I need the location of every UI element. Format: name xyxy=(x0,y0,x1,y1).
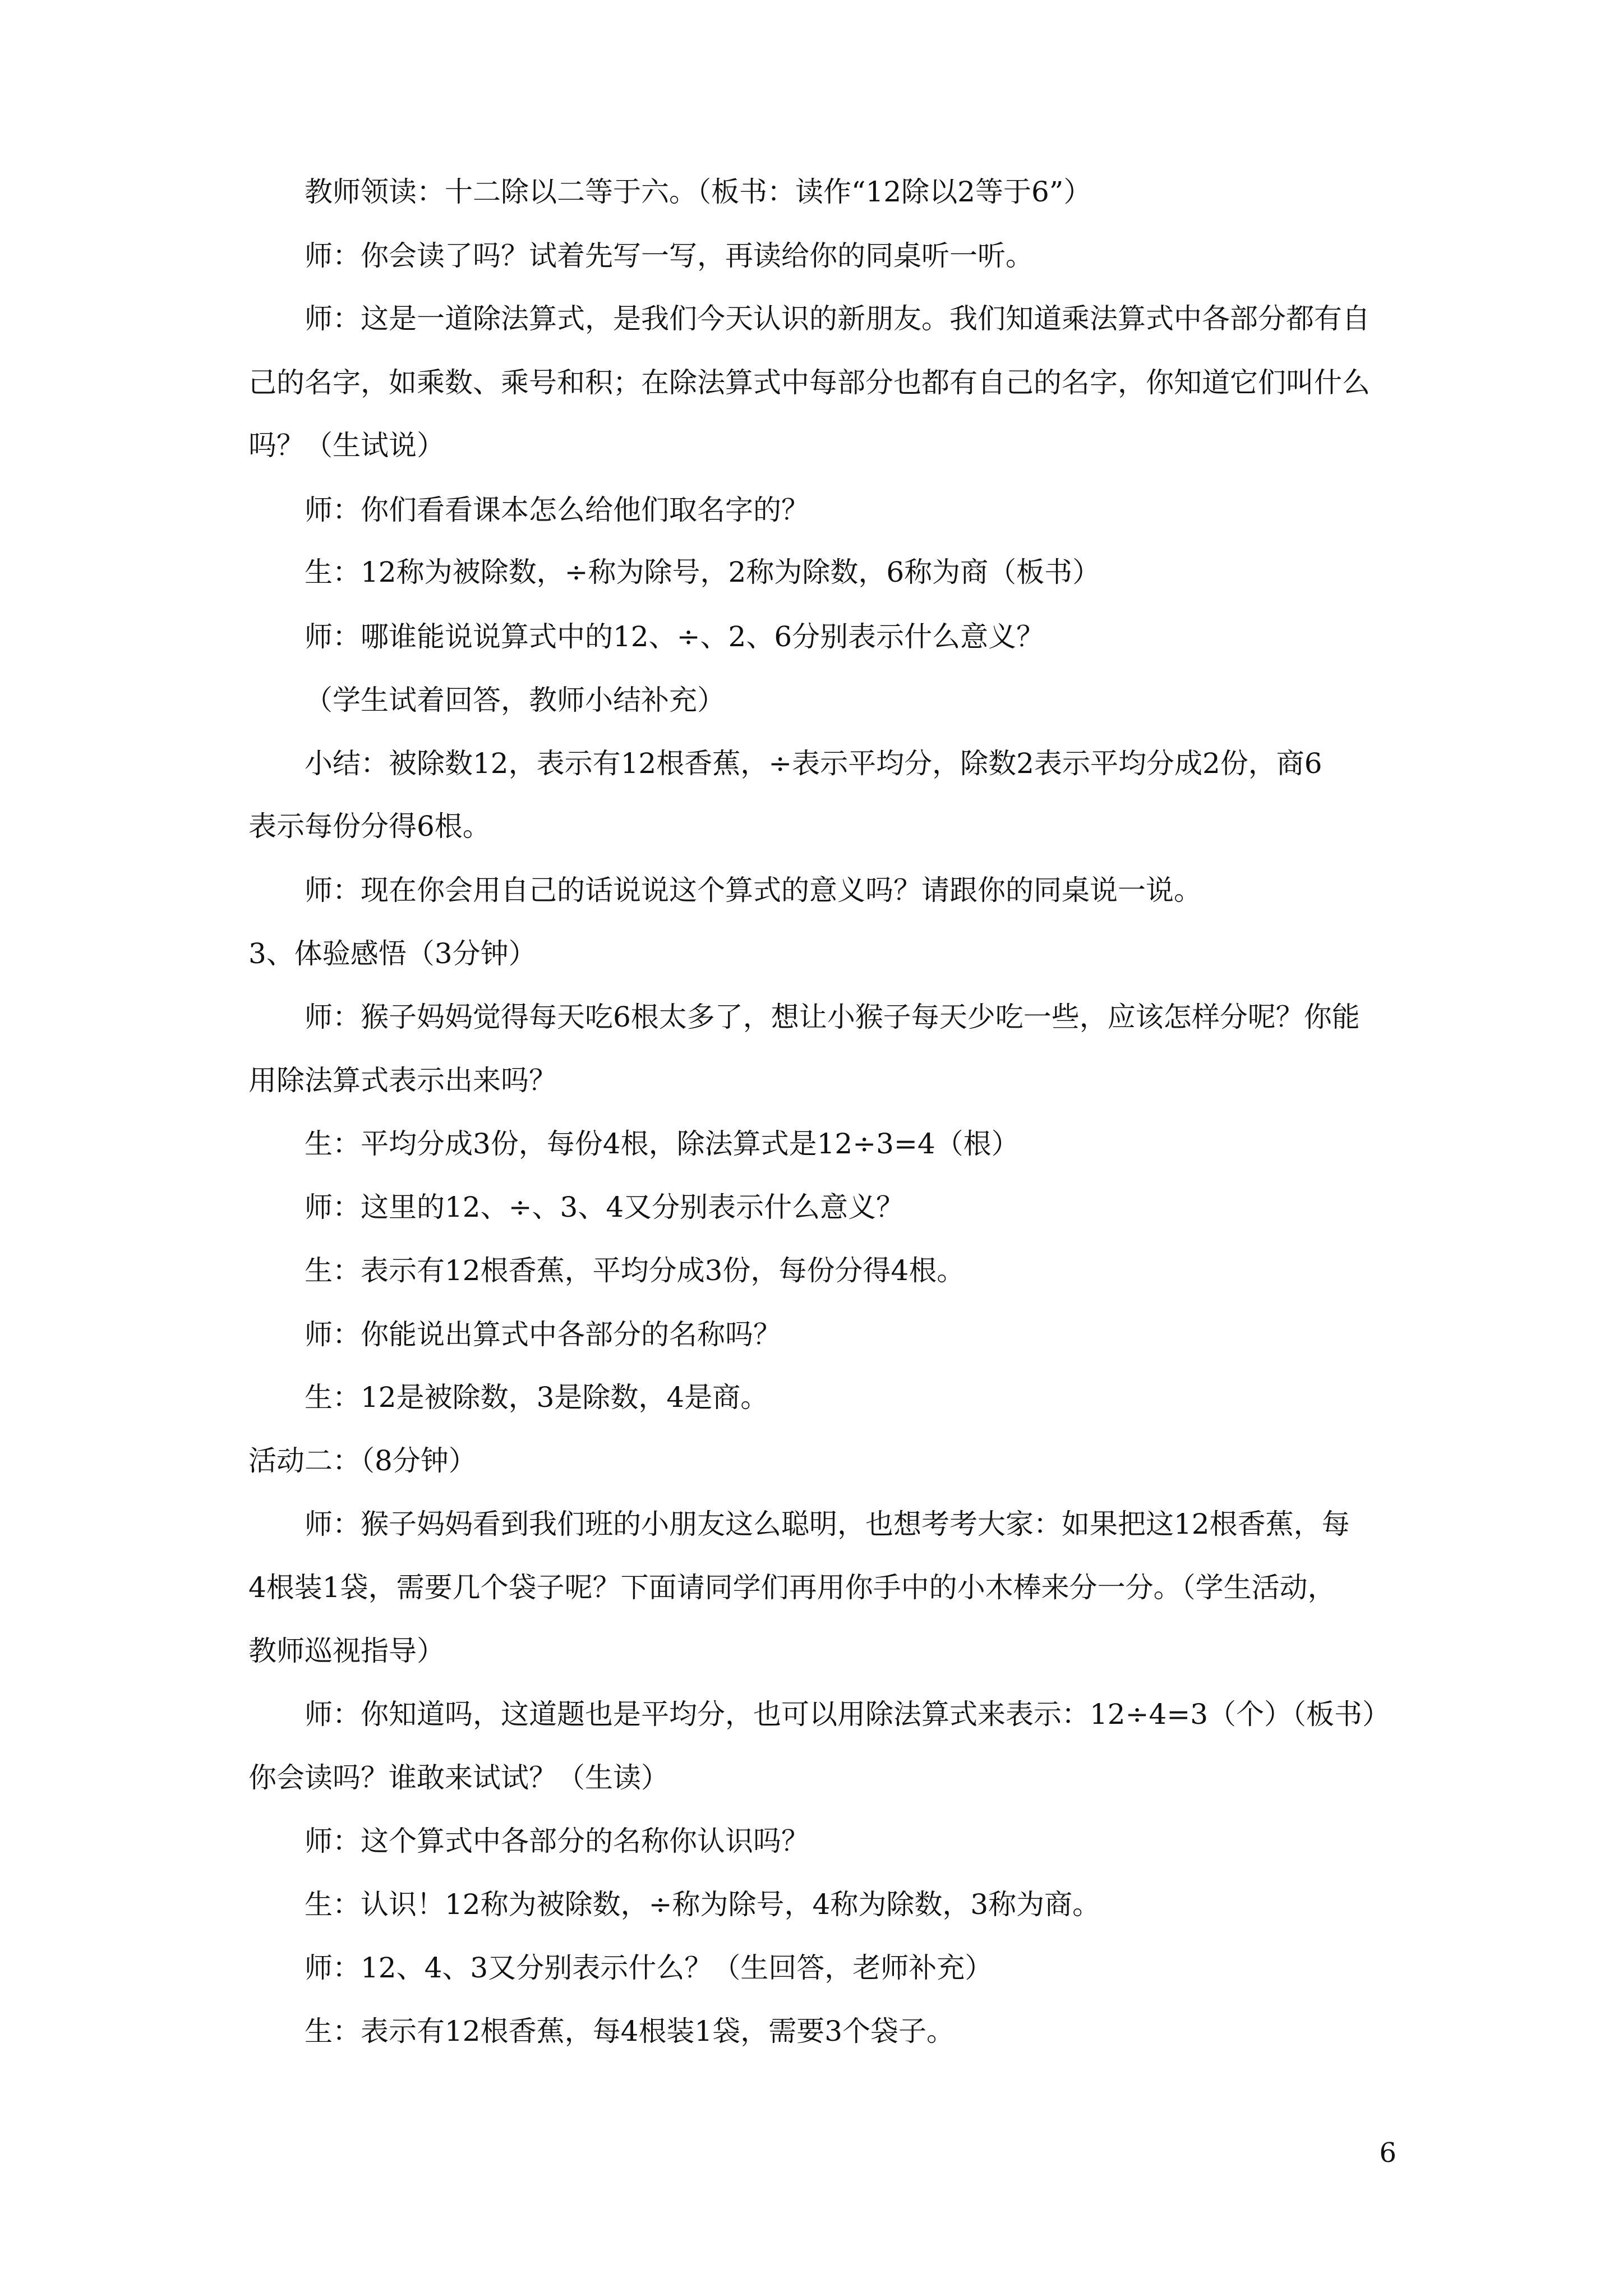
text-line: 4根装1袋，需要几个袋子呢？下面请同学们再用你手中的小木棒来分一分。（学生活动， xyxy=(248,1571,1336,1604)
text-line: 生：认识！12称为被除数，÷称为除号，4称为除数，3称为商。 xyxy=(305,1888,1101,1921)
section-heading: 活动二：（8分钟） xyxy=(248,1444,477,1477)
text-line: 吗？（生试说） xyxy=(248,429,445,462)
text-line: 你会读吗？谁敢来试试？（生读） xyxy=(248,1761,669,1794)
text-line: 师：这里的12、÷、3、4又分别表示什么意义？ xyxy=(305,1191,905,1223)
text-line: （学生试着回答，教师小结补充） xyxy=(305,684,725,716)
text-line: 师：你会读了吗？试着先写一写，再读给你的同桌听一听。 xyxy=(305,240,1034,272)
text-line: 小结：被除数12，表示有12根香蕉，÷表示平均分，除数2表示平均分成2份，商6 xyxy=(305,747,1322,780)
text-line: 师：猴子妈妈觉得每天吃6根太多了，想让小猴子每天少吃一些，应该怎样分呢？你能 xyxy=(305,1001,1360,1033)
text-line: 生：表示有12根香蕉，每4根装1袋，需要3个袋子。 xyxy=(305,2015,955,2047)
text-line: 教师巡视指导） xyxy=(248,1635,445,1667)
page-number: 6 xyxy=(1379,2137,1396,2169)
text-line: 生：12称为被除数，÷称为除号，2称为除数，6称为商（板书） xyxy=(305,556,1101,588)
text-line: 师：现在你会用自己的话说说这个算式的意义吗？请跟你的同桌说一说。 xyxy=(305,874,1202,907)
text-line: 师：你知道吗，这道题也是平均分，也可以用除法算式来表示：12÷4=3（个）（板书） xyxy=(305,1698,1391,1731)
text-line: 己的名字，如乘数、乘号和积；在除法算式中每部分也都有自己的名字，你知道它们叫什么 xyxy=(248,366,1370,399)
text-line: 生：12是被除数，3是除数，4是商。 xyxy=(305,1381,769,1414)
section-heading: 3、体验感悟（3分钟） xyxy=(248,937,537,970)
text-line: 师：12、4、3又分别表示什么？（生回答，老师补充） xyxy=(305,1952,993,1984)
text-line: 表示每份分得6根。 xyxy=(248,810,491,843)
text-line: 教师领读：十二除以二等于六。（板书：读作“12除以2等于6”） xyxy=(305,176,1092,208)
text-line: 师：你们看看课本怎么给他们取名字的？ xyxy=(305,494,809,526)
text-line: 用除法算式表示出来吗？ xyxy=(248,1064,557,1097)
text-line: 师：这个算式中各部分的名称你认识吗？ xyxy=(305,1825,809,1857)
text-line: 师：哪谁能说说算式中的12、÷、2、6分别表示什么意义？ xyxy=(305,620,1045,653)
text-line: 师：你能说出算式中各部分的名称吗？ xyxy=(305,1318,781,1351)
text-line: 生：平均分成3份，每份4根，除法算式是12÷3=4（根） xyxy=(305,1128,1020,1160)
text-line: 师：这是一道除法算式，是我们今天认识的新朋友。我们知道乘法算式中各部分都有自 xyxy=(305,302,1370,335)
text-line: 师：猴子妈妈看到我们班的小朋友这么聪明，也想考考大家：如果把这12根香蕉，每 xyxy=(305,1508,1350,1540)
text-line: 生：表示有12根香蕉，平均分成3份，每份分得4根。 xyxy=(305,1254,965,1287)
